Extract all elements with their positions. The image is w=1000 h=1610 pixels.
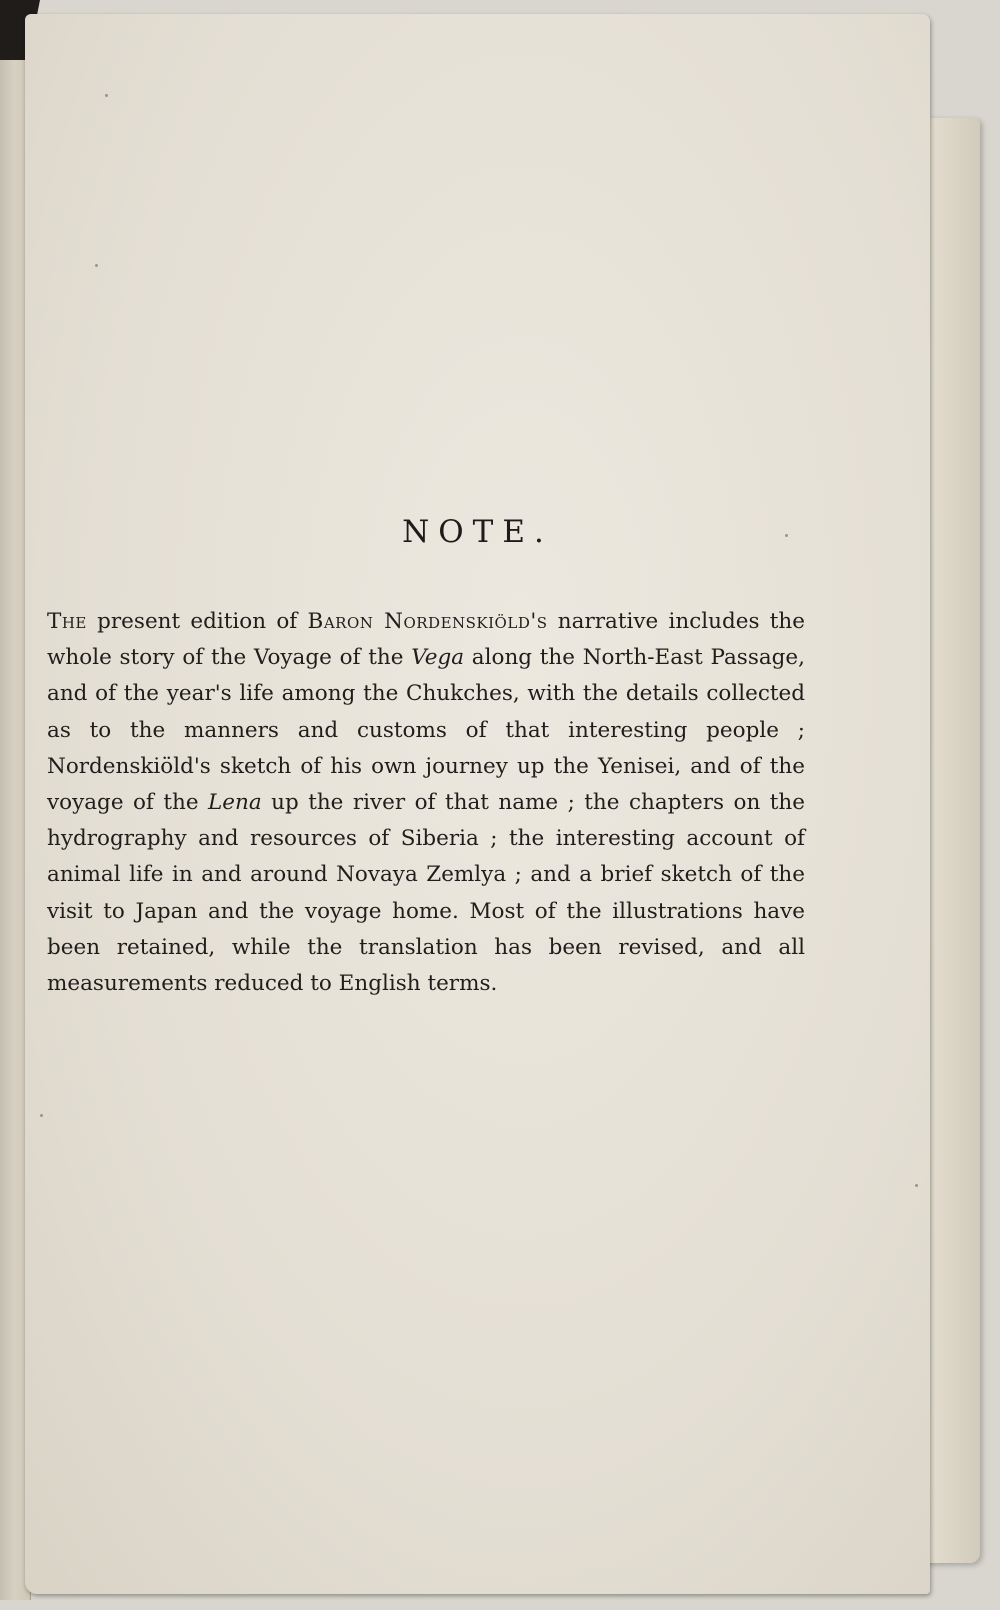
paper-speck xyxy=(95,264,98,267)
paper-speck xyxy=(785,534,788,537)
text-segment-1: present edition of xyxy=(86,609,308,634)
ship-name-vega: Vega xyxy=(411,645,465,671)
page-title: NOTE. xyxy=(402,514,553,550)
text-segment-3: along the North-East Passage, and of the year's life among the Chukches, with the details collected as to the manners and customs of that interesting people ; Nordenskiöld's sketch of his own journey up the Yenisei, and of the voyage of the xyxy=(47,645,805,816)
paper-speck xyxy=(40,1114,43,1117)
author-name: Baron Nordenskiöld's xyxy=(307,609,548,634)
drop-word: The xyxy=(47,609,87,634)
paper-speck xyxy=(105,94,108,97)
book-page xyxy=(25,14,930,1594)
text-segment-4: up the river of that name ; the chapters on the hydrography and resources of Siberia ; the interesting account of animal life in and around Novaya Zemlya ; and a brief sketch of the visit to Japan and the voyage home. Most of the illustrations have been retained, while the translation has been revised, and all measurements reduced to English terms. xyxy=(47,790,805,997)
paper-speck xyxy=(915,1184,918,1187)
note-paragraph xyxy=(47,604,805,1002)
ship-name-lena: Lena xyxy=(208,790,262,816)
text-segment-2: narrative includes the whole story of the Voyage of the xyxy=(47,609,805,671)
